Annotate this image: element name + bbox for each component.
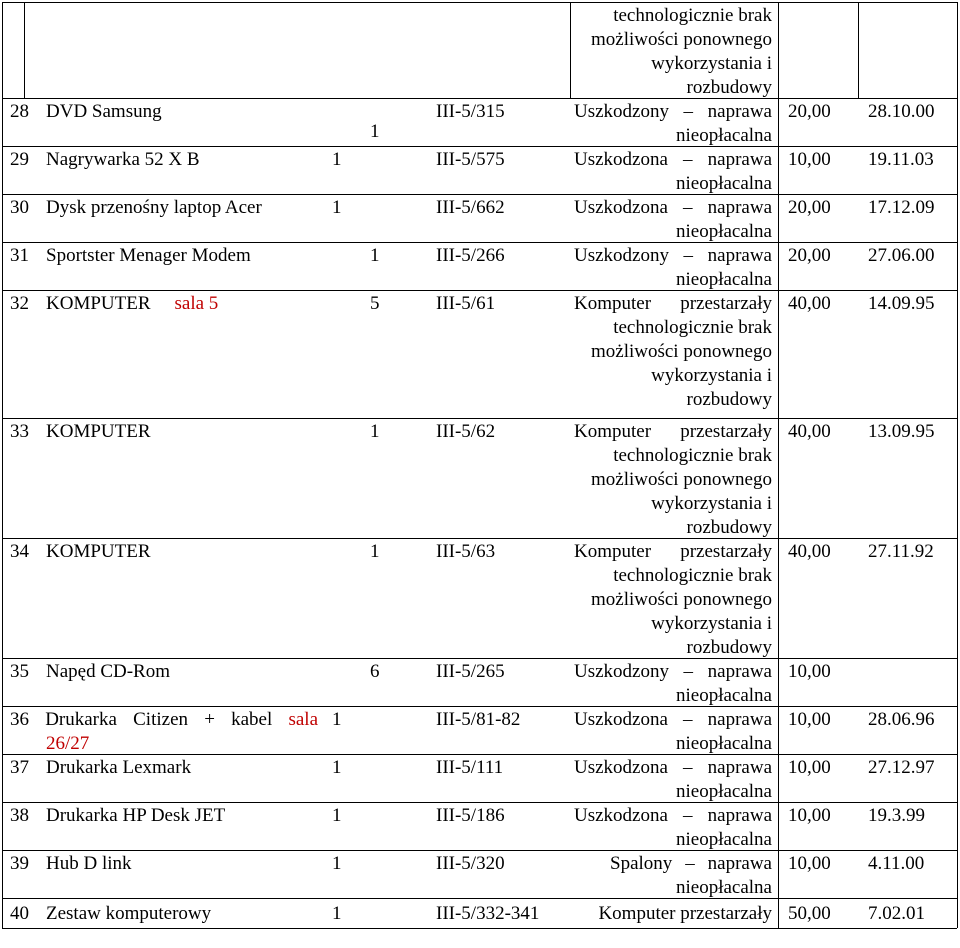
grid-line <box>2 418 957 419</box>
grid-line <box>570 2 571 98</box>
inventory-number: III-5/111 <box>436 757 504 778</box>
status-line: nieopłacalna <box>675 877 772 898</box>
inventory-number: III-5/61 <box>436 293 496 314</box>
item-name: KOMPUTER <box>46 293 151 314</box>
grid-line <box>2 658 957 659</box>
status-line: rozbudowy <box>686 389 772 410</box>
item-name: Napęd CD-Rom <box>46 661 171 682</box>
status-line: nieopłacalna <box>675 125 772 146</box>
value-cell: 40,00 <box>788 421 831 442</box>
quantity-cell: 1 <box>370 245 380 266</box>
row-number: 39 <box>10 853 29 874</box>
status-line: Komputer przestarzały <box>598 903 772 924</box>
value-cell: 20,00 <box>788 197 831 218</box>
item-name: Sportster Menager Modem <box>46 245 251 266</box>
grid-line <box>2 2 3 928</box>
status-line: Uszkodzona – naprawa <box>574 149 772 170</box>
name-cell <box>10 756 330 780</box>
status-cell <box>574 4 772 100</box>
inventory-number: III-5/332-341 <box>436 903 540 924</box>
grid-line <box>2 928 957 929</box>
grid-line <box>2 538 957 539</box>
status-line: możliwości ponownego <box>590 29 772 50</box>
grid-line <box>2 850 957 851</box>
name-cell <box>10 708 318 756</box>
name-cell <box>10 852 330 876</box>
inventory-number: III-5/63 <box>436 541 496 562</box>
status-line: technologicznie brak <box>613 445 772 466</box>
row-number: 32 <box>10 293 29 314</box>
status-line: rozbudowy <box>686 517 772 538</box>
date-cell: 14.09.95 <box>868 293 935 314</box>
status-line: możliwości ponownego <box>590 341 772 362</box>
item-name: Dysk przenośny laptop Acer <box>46 197 262 218</box>
value-cell: 40,00 <box>788 541 831 562</box>
grid-line <box>2 242 957 243</box>
room-note: sala 5 <box>174 293 219 314</box>
status-line: nieopłacalna <box>675 829 772 850</box>
status-line: Uszkodzony – naprawa <box>574 245 772 266</box>
status-line: technologicznie brak <box>613 565 772 586</box>
name-cell <box>10 196 330 220</box>
name-cell <box>10 902 330 926</box>
row-number: 33 <box>10 421 29 442</box>
item-name: DVD Samsung <box>46 101 162 122</box>
status-line: technologicznie brak <box>613 5 772 26</box>
item-name: KOMPUTER <box>46 541 151 562</box>
name-cell <box>10 100 330 124</box>
grid-line <box>778 2 779 928</box>
quantity-cell: 1 <box>332 709 342 730</box>
value-cell: 10,00 <box>788 853 831 874</box>
status-cell <box>574 100 772 148</box>
item-name: Hub D link <box>46 853 132 874</box>
grid-line <box>2 290 957 291</box>
value-cell: 20,00 <box>788 245 831 266</box>
value-cell: 20,00 <box>788 101 831 122</box>
status-line: Uszkodzona – naprawa <box>574 805 772 826</box>
item-name: Nagrywarka 52 X B <box>46 149 200 170</box>
date-cell: 17.12.09 <box>868 197 935 218</box>
grid-line <box>24 2 25 98</box>
status-line: Spalony – naprawa <box>610 853 772 874</box>
grid-line <box>2 146 957 147</box>
date-cell: 13.09.95 <box>868 421 935 442</box>
value-cell: 10,00 <box>788 149 831 170</box>
quantity-cell: 1 <box>332 149 342 170</box>
name-cell <box>10 244 330 268</box>
row-number: 28 <box>10 101 29 122</box>
status-line: Komputer przestarzały <box>574 541 772 562</box>
status-cell <box>574 148 772 196</box>
value-cell: 50,00 <box>788 903 831 924</box>
inventory-number: III-5/315 <box>436 101 505 122</box>
status-line: rozbudowy <box>686 637 772 658</box>
status-cell <box>574 420 772 540</box>
name-cell <box>10 292 330 316</box>
quantity-cell: 1 <box>370 421 380 442</box>
grid-line <box>957 2 958 928</box>
date-cell: 7.02.01 <box>868 903 925 924</box>
room-note-part: 26/27 <box>46 733 90 754</box>
status-line: rozbudowy <box>686 77 772 98</box>
name-cell <box>10 420 330 444</box>
value-cell: 10,00 <box>788 661 831 682</box>
row-number: 30 <box>10 197 29 218</box>
row-number: 31 <box>10 245 29 266</box>
status-line: technologicznie brak <box>613 317 772 338</box>
row-number: 35 <box>10 661 29 682</box>
item-name: Drukarka Lexmark <box>46 757 192 778</box>
status-cell <box>574 756 772 804</box>
item-name: Drukarka Citizen + kabel <box>45 709 273 730</box>
inventory-number: III-5/265 <box>436 661 505 682</box>
date-cell: 19.11.03 <box>868 149 934 170</box>
status-line: Uszkodzona – naprawa <box>574 709 772 730</box>
status-cell <box>574 708 772 756</box>
grid-line <box>2 802 957 803</box>
row-number: 37 <box>10 757 29 778</box>
item-name: Drukarka HP Desk JET <box>46 805 226 826</box>
name-cell <box>10 660 330 684</box>
item-name: Zestaw komputerowy <box>46 903 212 924</box>
date-cell: 19.3.99 <box>868 805 925 826</box>
status-line: Komputer przestarzały <box>574 293 772 314</box>
row-number: 40 <box>10 903 29 924</box>
name-cell <box>10 804 330 828</box>
quantity-cell: 1 <box>370 541 380 562</box>
quantity-cell: 1 <box>332 903 342 924</box>
room-note-part: sala <box>288 709 319 730</box>
status-line: nieopłacalna <box>675 781 772 802</box>
quantity-cell: 1 <box>370 121 380 142</box>
status-line: Uszkodzony – naprawa <box>574 661 772 682</box>
date-cell: 27.06.00 <box>868 245 935 266</box>
inventory-number: III-5/266 <box>436 245 505 266</box>
row-number: 29 <box>10 149 29 170</box>
status-line: nieopłacalna <box>675 221 772 242</box>
status-cell <box>574 902 772 926</box>
date-cell: 27.12.97 <box>868 757 935 778</box>
status-line: wykorzystania i <box>651 613 772 634</box>
date-cell: 27.11.92 <box>868 541 934 562</box>
row-number: 38 <box>10 805 29 826</box>
status-line: nieopłacalna <box>675 173 772 194</box>
grid-line <box>2 98 957 99</box>
grid-line <box>2 898 957 899</box>
quantity-cell: 6 <box>370 661 380 682</box>
name-cell <box>10 540 330 564</box>
row-number: 36 <box>10 709 29 730</box>
status-cell <box>574 196 772 244</box>
status-cell <box>574 852 772 900</box>
status-line: Uszkodzona – naprawa <box>574 197 772 218</box>
quantity-cell: 1 <box>332 757 342 778</box>
status-cell <box>574 244 772 292</box>
grid-line <box>2 194 957 195</box>
status-line: wykorzystania i <box>651 493 772 514</box>
value-cell: 10,00 <box>788 709 831 730</box>
status-line: wykorzystania i <box>651 53 772 74</box>
value-cell: 40,00 <box>788 293 831 314</box>
value-cell: 10,00 <box>788 805 831 826</box>
date-cell: 28.06.96 <box>868 709 935 730</box>
grid-line <box>2 2 957 3</box>
status-cell <box>574 540 772 660</box>
status-line: nieopłacalna <box>675 269 772 290</box>
inventory-number: III-5/662 <box>436 197 505 218</box>
status-cell <box>574 804 772 852</box>
quantity-cell: 1 <box>332 853 342 874</box>
status-line: możliwości ponownego <box>590 589 772 610</box>
inventory-number: III-5/575 <box>436 149 505 170</box>
name-cell <box>10 148 330 172</box>
date-cell: 28.10.00 <box>868 101 935 122</box>
status-line: nieopłacalna <box>675 685 772 706</box>
status-cell <box>574 292 772 412</box>
quantity-cell: 1 <box>332 805 342 826</box>
status-line: Uszkodzona – naprawa <box>574 757 772 778</box>
grid-line <box>858 2 859 98</box>
inventory-number: III-5/320 <box>436 853 505 874</box>
quantity-cell: 5 <box>370 293 380 314</box>
item-name: KOMPUTER <box>46 421 151 442</box>
date-cell: 4.11.00 <box>868 853 925 874</box>
status-line: możliwości ponownego <box>590 469 772 490</box>
inventory-number: III-5/186 <box>436 805 505 826</box>
quantity-cell: 1 <box>332 197 342 218</box>
row-number: 34 <box>10 541 29 562</box>
status-cell <box>574 660 772 708</box>
inventory-number: III-5/81-82 <box>436 709 521 730</box>
grid-line <box>2 706 957 707</box>
value-cell: 10,00 <box>788 757 831 778</box>
status-line: wykorzystania i <box>651 365 772 386</box>
status-line: Uszkodzony – naprawa <box>574 101 772 122</box>
status-line: Komputer przestarzały <box>574 421 772 442</box>
inventory-number: III-5/62 <box>436 421 496 442</box>
status-line: nieopłacalna <box>675 733 772 754</box>
